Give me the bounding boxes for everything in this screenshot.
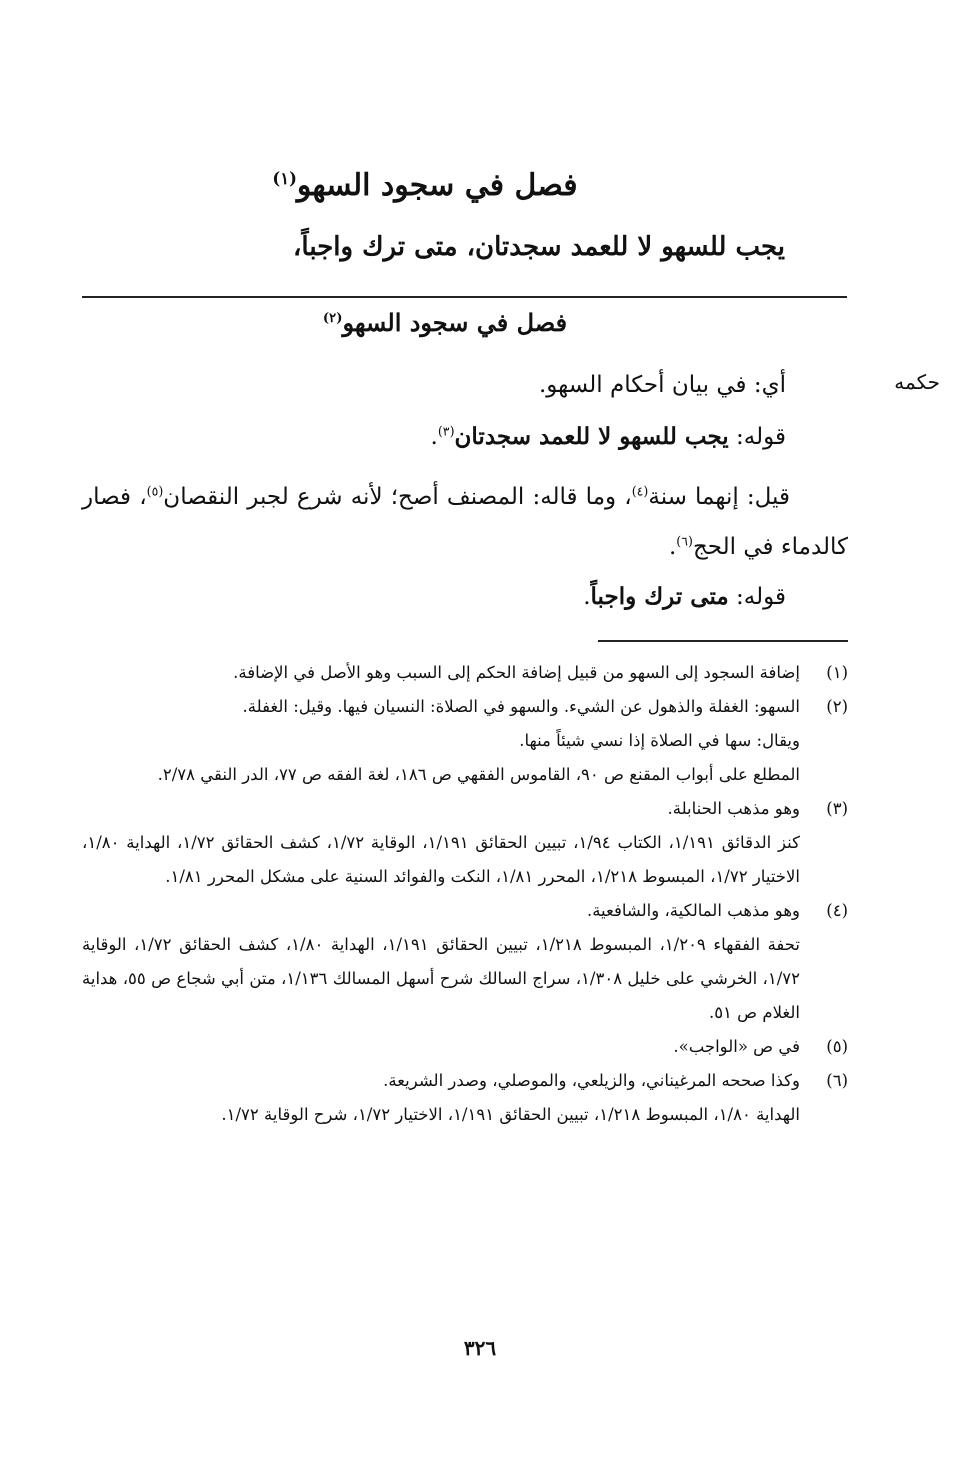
punctuation: . xyxy=(430,424,438,450)
footnote-number: (٥) xyxy=(826,1037,848,1056)
commentary-title-text: فصل في سجود السهو xyxy=(342,308,568,337)
footnote-text: ويقال: سها في الصلاة إذا نسي شيئاً منها. xyxy=(519,731,800,750)
quote-label: قوله: xyxy=(728,424,786,450)
footnote-number: (٦) xyxy=(826,1071,848,1090)
footnote-number: (٣) xyxy=(826,799,848,818)
footnote-marker: (٦) xyxy=(676,533,693,549)
quoted-matn: يجب للسهو لا للعمد سجدتان xyxy=(454,423,729,450)
commentary-line: أي: في بيان أحكام السهو. xyxy=(538,372,786,398)
footnote-references: الهداية ١/٨٠، المبسوط ١/٢١٨، تبيين الحقائق ١/١٩١، الاختيار ١/٧٢، شرح الوقاية ١/٧٢. xyxy=(221,1105,800,1124)
footnote xyxy=(82,1030,848,1064)
paragraph-text: ، فصار كالدماء في الحج xyxy=(82,484,848,560)
margin-note: حكمه xyxy=(894,370,940,394)
footnotes xyxy=(82,656,848,1132)
footnote-number: (٢) xyxy=(826,697,848,716)
footnote-separator xyxy=(598,640,848,642)
footnote-text: السهو: الغفلة والذهول عن الشيء. والسهو في الصلاة: النسيان فيها. وقيل: الغفلة. xyxy=(242,697,800,716)
footnote xyxy=(82,792,848,894)
footnote xyxy=(82,894,848,1030)
footnote-references: كنز الدقائق ١/١٩١، الكتاب ١/٩٤، تبيين الحقائق ١/١٩١، الوقاية ١/٧٢، كشف الحقائق ١/٧٢، الهداية ١/٨٠، الاختيار ١/٧٢، المبسوط ١/٢١٨، المحرر ١/٨١، النكت والفوائد السنية على مشكل المحرر ١/٨١. xyxy=(82,833,800,886)
commentary-line xyxy=(300,576,786,618)
footnote-text: وكذا صححه المرغيناني، والزيلعي، والموصلي، وصدر الشريعة. xyxy=(383,1071,800,1090)
footnote-number: (٤) xyxy=(826,901,848,920)
commentary-title xyxy=(300,308,590,352)
page-number: ٣٢٦ xyxy=(463,1336,497,1360)
commentary-line xyxy=(300,416,786,458)
punctuation: . xyxy=(668,534,677,560)
chapter-title xyxy=(240,168,610,218)
footnote-marker: (٥) xyxy=(146,483,164,499)
footnote-marker: (٤) xyxy=(631,483,649,499)
chapter-title-text: فصل في سجود السهو xyxy=(296,168,578,203)
matn-text: يجب للسهو لا للعمد سجدتان، متى ترك واجباً، xyxy=(293,232,785,262)
footnote-marker: (٢) xyxy=(322,311,343,326)
footnote-number: (١) xyxy=(826,663,848,682)
commentary-paragraph xyxy=(82,472,848,572)
paragraph-text: قيل: إنهما سنة xyxy=(648,484,790,510)
quote-label: قوله: xyxy=(728,584,786,610)
footnote-marker: (٣) xyxy=(437,423,455,439)
footnote-references: المطلع على أبواب المقنع ص ٩٠، القاموس الفقهي ص ١٨٦، لغة الفقه ص ٧٧، الدر النقي ٢/٧٨. xyxy=(157,765,800,784)
footnote xyxy=(82,690,848,792)
footnote-text: في ص «الواجب». xyxy=(673,1037,800,1056)
footnote-text: وهو مذهب الحنابلة. xyxy=(667,799,800,818)
footnote xyxy=(82,1064,848,1132)
quoted-matn: متى ترك واجباً xyxy=(590,583,729,610)
divider-rule xyxy=(82,296,847,298)
footnote xyxy=(82,656,848,690)
footnote-marker: (١) xyxy=(272,169,297,188)
footnote-references: تحفة الفقهاء ١/٢٠٩، المبسوط ١/٢١٨، تبيين الحقائق ١/١٩١، الهداية ١/٨٠، كشف الحقائق ١/٧٢، الوقاية ١/٧٢، الخرشي على خليل ١/٣٠٨، سراج السالك شرح أسهل المسالك ١/١٣٦، متن أبي شجاع ص ٥٥، هداية الغلام ص ٥١. xyxy=(82,935,801,1022)
footnote-text: إضافة السجود إلى السهو من قبيل إضافة الحكم إلى السبب وهو الأصل في الإضافة. xyxy=(233,663,800,682)
punctuation: . xyxy=(583,584,591,610)
footnote-text: وهو مذهب المالكية، والشافعية. xyxy=(586,901,800,920)
paragraph-text: ، وما قاله: المصنف أصح؛ لأنه شرع لجبر النقصان xyxy=(163,484,632,510)
